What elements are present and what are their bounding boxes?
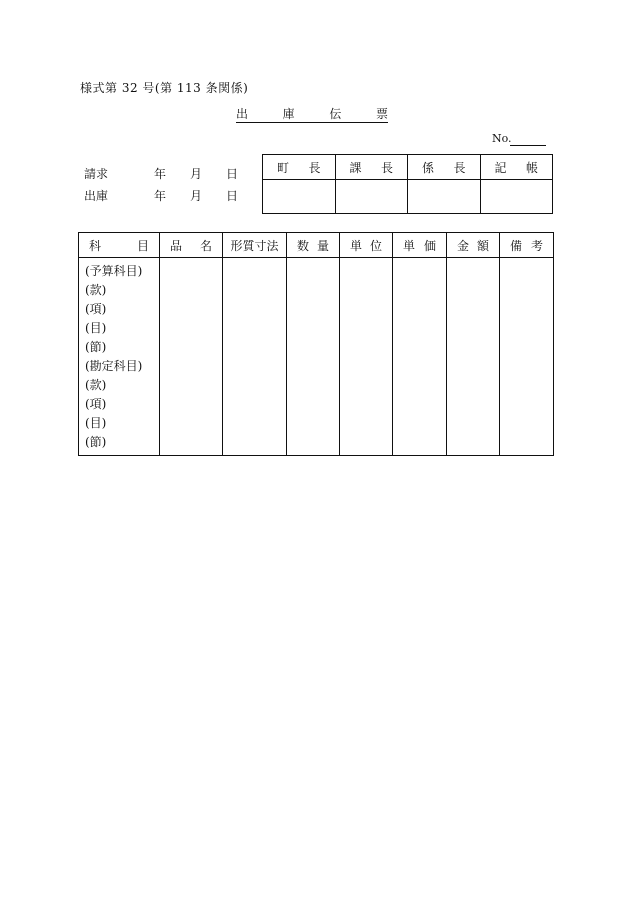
account-list	[79, 258, 159, 452]
column-header-item-name: 品 名	[160, 233, 223, 258]
account-entry-budget-category: (予算科目)	[85, 264, 143, 278]
stamp-cell-bookkeeper[interactable]	[480, 180, 553, 214]
stamp-cell-section-chief[interactable]	[335, 180, 408, 214]
slip-number-label: No.	[492, 132, 512, 145]
approval-header-mayor: 町 長	[263, 155, 336, 180]
column-header-specification: 形質寸法	[223, 233, 287, 258]
request-date-row	[84, 166, 244, 182]
column-header-remarks: 備 考	[500, 233, 554, 258]
quantity-cell[interactable]	[287, 258, 340, 456]
title-char: 出	[236, 107, 249, 121]
title-char: 伝	[329, 107, 342, 121]
approval-header-section-chief: 課 長	[335, 155, 408, 180]
year-label: 年	[154, 167, 167, 181]
slip-number-field[interactable]	[510, 145, 546, 146]
stamp-cell-mayor[interactable]	[263, 180, 336, 214]
date-row-label: 出庫	[84, 189, 109, 203]
year-label: 年	[154, 189, 167, 203]
remarks-cell[interactable]	[500, 258, 554, 456]
account-entry-item: (項)	[85, 397, 107, 411]
items-table	[78, 232, 554, 456]
account-entry-item: (項)	[85, 302, 107, 316]
column-header-account: 科 目	[79, 233, 160, 258]
column-header-amount: 金 額	[447, 233, 500, 258]
date-row-label: 請求	[84, 167, 109, 181]
approval-header-unit-chief: 係 長	[408, 155, 481, 180]
table-row	[79, 258, 554, 456]
unit-cell[interactable]	[340, 258, 393, 456]
issue-date-row	[84, 188, 244, 204]
account-entry-section: (款)	[85, 378, 107, 392]
account-entry-detail: (節)	[85, 435, 107, 449]
item-name-cell[interactable]	[160, 258, 223, 456]
account-entry-sub-item: (目)	[85, 321, 107, 335]
title-char: 庫	[282, 107, 295, 121]
document-title	[236, 106, 388, 123]
approval-header-bookkeeper: 記 帳	[480, 155, 553, 180]
account-entry-section: (款)	[85, 283, 107, 297]
month-label: 月	[190, 167, 203, 181]
column-header-quantity: 数 量	[287, 233, 340, 258]
amount-cell[interactable]	[447, 258, 500, 456]
day-label: 日	[226, 189, 239, 203]
form-number: 様式第 32 号(第 113 条関係)	[80, 81, 249, 95]
stamp-cell-unit-chief[interactable]	[408, 180, 481, 214]
column-header-unit: 単 位	[340, 233, 393, 258]
specification-cell[interactable]	[223, 258, 287, 456]
account-entry-ledger-category: (勘定科目)	[85, 359, 143, 373]
column-header-unit-price: 単 価	[393, 233, 447, 258]
approval-stamp-table	[262, 154, 553, 214]
account-entry-sub-item: (目)	[85, 416, 107, 430]
unit-price-cell[interactable]	[393, 258, 447, 456]
day-label: 日	[226, 167, 239, 181]
title-char: 票	[375, 107, 388, 121]
account-entry-detail: (節)	[85, 340, 107, 354]
account-cell[interactable]	[79, 258, 160, 456]
month-label: 月	[190, 189, 203, 203]
